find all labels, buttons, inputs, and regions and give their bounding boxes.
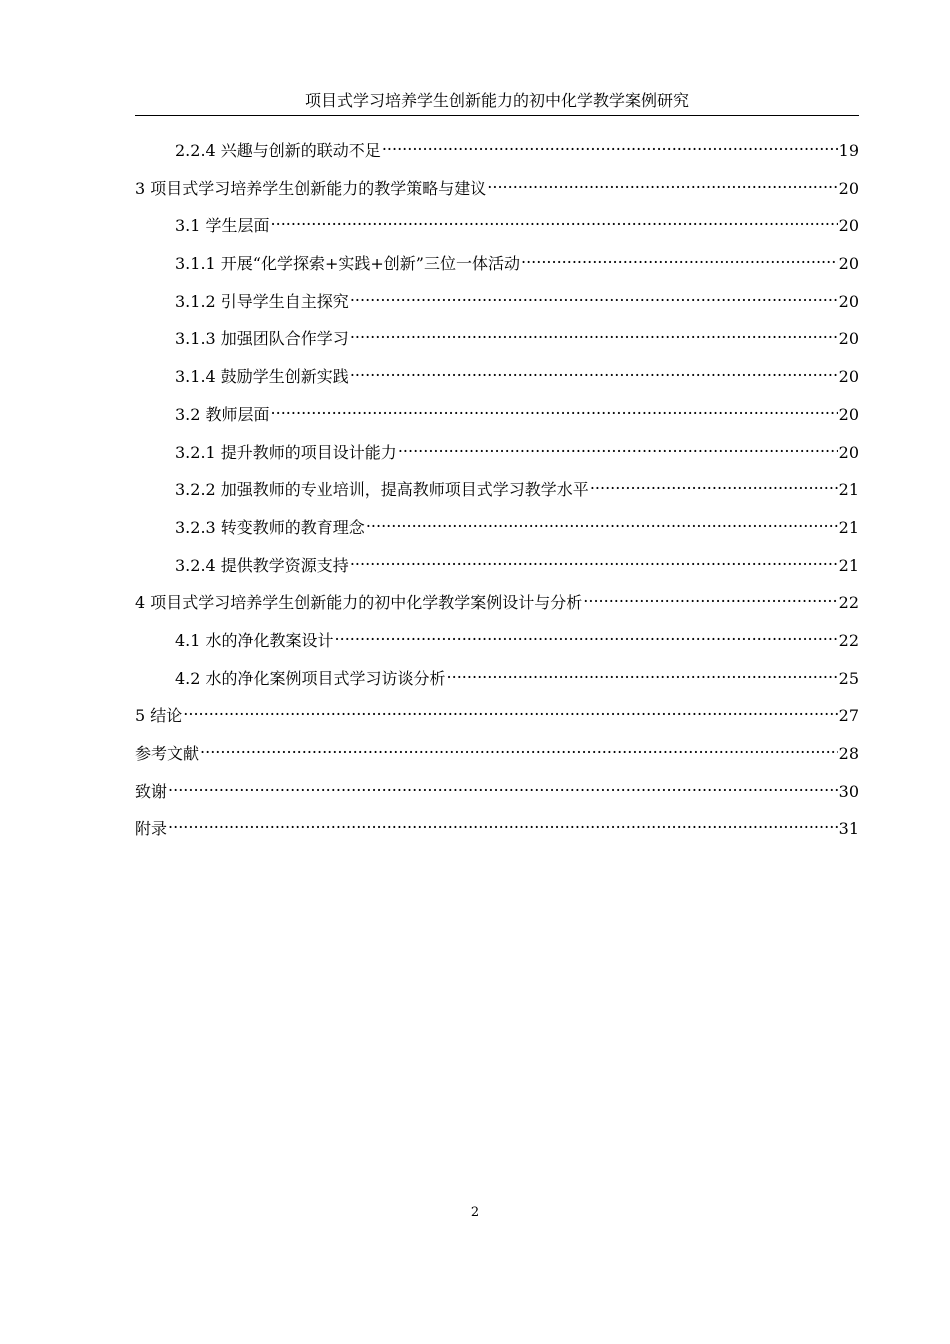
toc-entry[interactable] [135,137,859,175]
toc-entry[interactable] [135,476,859,514]
toc-entry-title: 3.2.2 加强教师的专业培训，提高教师项目式学习教学水平 [175,480,589,500]
toc-entry-page-number: 20 [838,178,859,198]
toc-dot-leader [200,743,838,759]
toc-entry-title: 3.1.3 加强团队合作学习 [175,329,349,349]
toc-entry-page-number: 20 [838,291,859,311]
toc-entry[interactable] [135,175,859,213]
toc-dot-leader [335,630,838,646]
toc-entry-title: 3.1.1 开展“化学探索+实践+创新”三位一体活动 [175,254,520,274]
toc-entry-page-number: 20 [838,329,859,349]
toc-entry-page-number: 22 [838,593,859,613]
toc-entry[interactable] [135,552,859,590]
toc-entry-title: 参考文献 [135,744,200,763]
toc-entry-page-number: 20 [838,216,859,236]
toc-entry-page-number: 20 [838,442,859,462]
toc-dot-leader [271,404,838,420]
toc-entry-page-number: 25 [838,668,859,688]
toc-entry[interactable] [135,627,859,665]
toc-entry-page-number: 30 [838,781,859,801]
toc-entry-title: 3.1.4 鼓励学生创新实践 [175,367,349,387]
toc-entry[interactable] [135,363,859,401]
toc-entry[interactable] [135,514,859,552]
toc-dot-leader [366,517,838,533]
toc-dot-leader [590,479,838,495]
toc-entry-title: 5 结论 [135,706,183,726]
toc-dot-leader [350,366,838,382]
toc-entry-page-number: 20 [838,254,859,274]
page-number: 2 [470,1205,480,1220]
toc-entry-page-number: 31 [838,819,859,839]
toc-dot-leader [487,178,837,194]
toc-entry[interactable] [135,702,859,740]
toc-dot-leader [271,215,838,231]
toc-entry-title: 3.2.3 转变教师的教育理念 [175,517,365,537]
toc-entry-title: 3.1.2 引导学生自主探究 [175,291,349,311]
toc-dot-leader [350,291,838,307]
toc-entry-page-number: 28 [838,744,859,763]
toc-entry-page-number: 22 [838,630,859,650]
toc-entry[interactable] [135,401,859,439]
toc-entry-title: 4 项目式学习培养学生创新能力的初中化学教学案例设计与分析 [135,593,583,613]
toc-entry-page-number: 20 [838,404,859,424]
toc-entry-title: 2.2.4 兴趣与创新的联动不足 [175,141,381,160]
toc-entry-page-number: 21 [838,555,859,575]
toc-dot-leader [350,328,838,344]
toc-entry[interactable] [135,665,859,703]
toc-dot-leader [398,442,838,458]
toc-entry-title: 致谢 [135,781,168,801]
toc-entry[interactable] [135,589,859,627]
toc-entry-title: 3.2.4 提供教学资源支持 [175,555,349,575]
toc-dot-leader [521,253,838,269]
toc-entry[interactable] [135,439,859,477]
toc-entry-title: 附录 [135,819,168,839]
table-of-contents [135,137,859,853]
toc-entry[interactable] [135,778,859,816]
toc-dot-leader [183,705,837,721]
toc-entry-page-number: 20 [838,367,859,387]
toc-entry-page-number: 19 [838,141,859,160]
toc-dot-leader [447,668,838,684]
toc-entry-title: 4.2 水的净化案例项目式学习访谈分析 [175,668,446,688]
toc-entry[interactable] [135,815,859,853]
toc-dot-leader [168,818,838,834]
toc-dot-leader [382,140,838,156]
running-header: 项目式学习培养学生创新能力的初中化学教学案例研究 [135,90,859,116]
toc-entry[interactable] [135,740,859,778]
toc-entry-title: 3.2.1 提升教师的项目设计能力 [175,442,397,462]
toc-entry[interactable] [135,325,859,363]
toc-entry-title: 3.1 学生层面 [175,216,270,236]
toc-entry[interactable] [135,288,859,326]
toc-entry-page-number: 27 [838,706,859,726]
toc-entry-title: 3.2 教师层面 [175,404,270,424]
toc-entry[interactable] [135,212,859,250]
toc-entry-title: 4.1 水的净化教案设计 [175,630,334,650]
toc-entry-page-number: 21 [838,480,859,500]
toc-entry-title: 3 项目式学习培养学生创新能力的教学策略与建议 [135,178,487,198]
toc-entry-page-number: 21 [838,517,859,537]
toc-dot-leader [350,555,838,571]
toc-dot-leader [168,781,838,797]
toc-entry[interactable] [135,250,859,288]
toc-dot-leader [583,592,837,608]
